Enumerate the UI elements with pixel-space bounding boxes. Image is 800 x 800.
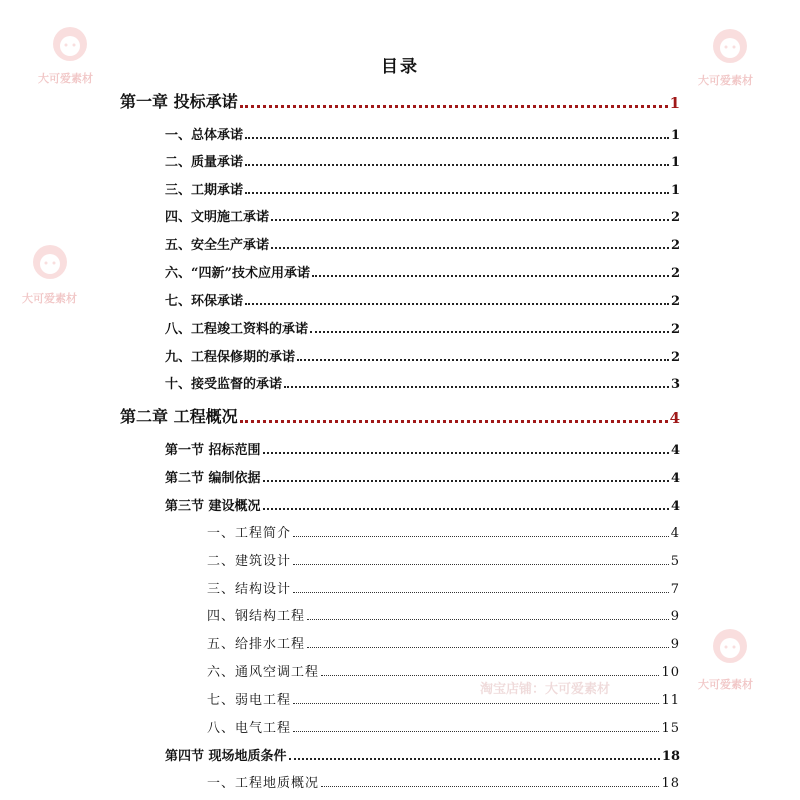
dotted-leader bbox=[321, 674, 659, 676]
dotted-leader bbox=[297, 358, 669, 361]
toc-entry[interactable] bbox=[165, 290, 680, 309]
toc-entry[interactable] bbox=[207, 772, 680, 791]
dotted-leader bbox=[312, 274, 669, 277]
toc-page-number: 3 bbox=[670, 377, 680, 392]
toc-entry-label: 第四节 现场地质条件 bbox=[165, 749, 287, 764]
toc-entry-label: 一、工程简介 bbox=[207, 526, 292, 541]
toc-page-number: 10 bbox=[661, 665, 680, 680]
toc-entry-label: 第二章 工程概况 bbox=[120, 407, 238, 426]
toc-entry-label: 八、工程竣工资料的承诺 bbox=[165, 322, 309, 337]
toc-page-number: 1 bbox=[670, 128, 680, 143]
dotted-leader bbox=[293, 730, 659, 732]
toc-entry-label: 七、弱电工程 bbox=[207, 693, 292, 708]
toc-entry[interactable] bbox=[207, 633, 680, 652]
toc-entry[interactable] bbox=[165, 373, 680, 392]
dotted-leader bbox=[321, 785, 659, 787]
toc-page-number: 15 bbox=[661, 721, 680, 736]
toc-entry[interactable] bbox=[165, 495, 680, 514]
dotted-leader bbox=[263, 451, 669, 454]
toc-page-number: 4 bbox=[669, 409, 680, 427]
toc-entry-label: 三、工期承诺 bbox=[165, 183, 244, 198]
toc-entry[interactable] bbox=[207, 717, 680, 736]
toc-entry-label: 二、质量承诺 bbox=[165, 155, 244, 170]
toc-entry[interactable] bbox=[207, 550, 680, 569]
dotted-leader bbox=[245, 163, 669, 166]
toc-entry-label: 六、通风空调工程 bbox=[207, 665, 320, 680]
toc-page-number: 9 bbox=[670, 609, 680, 624]
toc-entry[interactable] bbox=[165, 346, 680, 365]
dotted-leader bbox=[271, 218, 669, 221]
dotted-leader bbox=[284, 385, 669, 388]
toc-entry-label: 八、电气工程 bbox=[207, 721, 292, 736]
toc-entry[interactable] bbox=[165, 179, 680, 198]
dotted-leader bbox=[293, 702, 659, 704]
toc-page-number: 11 bbox=[661, 693, 680, 708]
toc-page-number: 2 bbox=[670, 266, 680, 281]
dotted-leader bbox=[245, 136, 669, 139]
toc-page-number: 2 bbox=[670, 210, 680, 225]
toc-entry-label: 四、文明施工承诺 bbox=[165, 210, 270, 225]
toc-entry[interactable] bbox=[165, 439, 680, 458]
watermark-brand: 大可爱素材 bbox=[698, 74, 753, 87]
toc-entry-label: 十、接受监督的承诺 bbox=[165, 377, 283, 392]
toc-entry[interactable] bbox=[165, 745, 680, 764]
toc-entry-label: 一、总体承诺 bbox=[165, 128, 244, 143]
toc-entry-label: 第三节 建设概况 bbox=[165, 499, 261, 514]
toc-entry[interactable] bbox=[207, 522, 680, 541]
dotted-leader bbox=[263, 507, 669, 510]
toc-page-number: 4 bbox=[670, 443, 680, 458]
dotted-leader bbox=[289, 757, 660, 760]
toc-chapter-1[interactable] bbox=[120, 89, 680, 112]
toc-entry-label: 五、安全生产承诺 bbox=[165, 238, 270, 253]
toc-entry-label: 第二节 编制依据 bbox=[165, 471, 261, 486]
toc-page-number: 5 bbox=[670, 554, 680, 569]
toc-entry-label: 一、工程地质概况 bbox=[207, 776, 320, 791]
toc-page-number: 1 bbox=[670, 183, 680, 198]
dotted-leader bbox=[293, 535, 669, 537]
toc-page-number: 1 bbox=[670, 155, 680, 170]
toc-entry-label: 七、环保承诺 bbox=[165, 294, 244, 309]
toc-entry[interactable] bbox=[207, 661, 680, 680]
toc-page-number: 7 bbox=[670, 582, 680, 597]
toc-entry[interactable] bbox=[165, 467, 680, 486]
dotted-leader bbox=[240, 104, 668, 108]
toc-chapter-2[interactable] bbox=[120, 404, 680, 427]
toc-entry-label: 第一章 投标承诺 bbox=[120, 92, 238, 111]
dotted-leader bbox=[271, 246, 669, 249]
toc-entry[interactable] bbox=[207, 605, 680, 624]
toc-entry[interactable] bbox=[165, 318, 680, 337]
toc-page-number: 2 bbox=[670, 294, 680, 309]
dotted-leader bbox=[245, 302, 669, 305]
toc-page-number: 18 bbox=[661, 776, 680, 791]
toc-entry[interactable] bbox=[165, 124, 680, 143]
toc-entry[interactable] bbox=[165, 151, 680, 170]
toc-page-number: 18 bbox=[661, 749, 680, 764]
watermark-brand: 大可爱素材 bbox=[38, 72, 93, 85]
toc-page-number: 4 bbox=[670, 499, 680, 514]
dotted-leader bbox=[263, 479, 669, 482]
toc-page-number: 1 bbox=[669, 94, 680, 112]
toc-page-number: 2 bbox=[670, 322, 680, 337]
dotted-leader bbox=[307, 646, 669, 648]
dotted-leader bbox=[307, 618, 669, 620]
toc-page-number: 2 bbox=[670, 350, 680, 365]
toc-entry-label: 九、工程保修期的承诺 bbox=[165, 350, 296, 365]
dotted-leader bbox=[240, 419, 668, 423]
watermark-shop: 淘宝店铺：大可爱素材 bbox=[480, 682, 611, 697]
toc-entry-label: 六、“四新”技术应用承诺 bbox=[165, 266, 310, 281]
dotted-leader bbox=[310, 330, 669, 333]
toc-entry[interactable] bbox=[165, 206, 680, 225]
toc-entry-label: 三、结构设计 bbox=[207, 582, 292, 597]
toc-entry[interactable] bbox=[165, 262, 680, 281]
toc-entry[interactable] bbox=[207, 689, 680, 708]
toc-page-number: 9 bbox=[670, 637, 680, 652]
toc-entry-label: 四、钢结构工程 bbox=[207, 609, 306, 624]
toc-entry[interactable] bbox=[165, 234, 680, 253]
watermark-brand: 大可爱素材 bbox=[22, 292, 77, 305]
watermark-brand: 大可爱素材 bbox=[698, 678, 753, 691]
toc-page-number: 4 bbox=[670, 471, 680, 486]
toc-entry-label: 第一节 招标范围 bbox=[165, 443, 261, 458]
toc-page-number: 2 bbox=[670, 238, 680, 253]
toc-page-number: 4 bbox=[670, 526, 680, 541]
toc-entry[interactable] bbox=[207, 578, 680, 597]
toc-entry-label: 五、给排水工程 bbox=[207, 637, 306, 652]
dotted-leader bbox=[245, 191, 669, 194]
dotted-leader bbox=[293, 591, 669, 593]
toc-title: 目录 bbox=[381, 57, 419, 77]
dotted-leader bbox=[293, 563, 669, 565]
toc-entry-label: 二、建筑设计 bbox=[207, 554, 292, 569]
